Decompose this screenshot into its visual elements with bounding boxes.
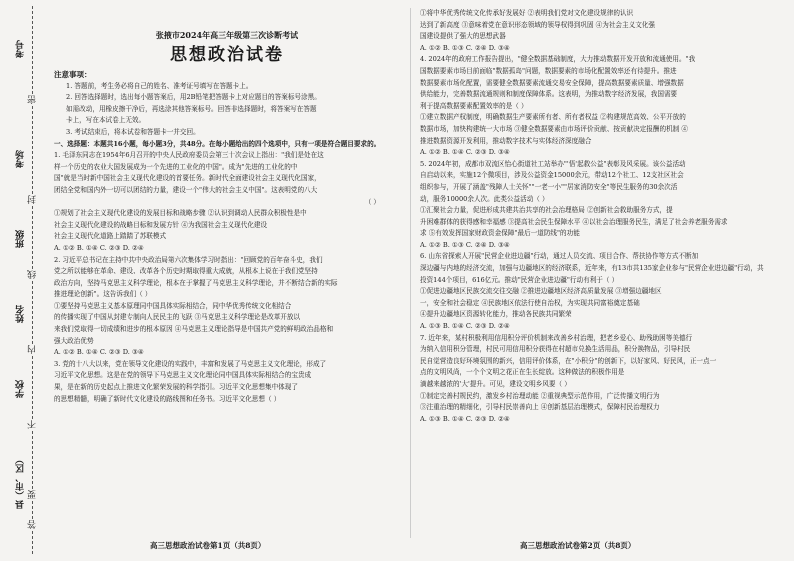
text-line: A. ①② B. ①③ C. ②④ D. ③④ [420,240,510,249]
text-line: 动，服务10000余人次。此类公益活动（ ） [420,194,549,203]
text-line: A. ①② B. ①④ C. ②③ D. ③④ [420,148,510,157]
notes-title: 注意事项： [54,70,92,79]
text-line: ①规划了社会主义现代化建设的发展目标和战略步骤 ②认识到调动人民群众积极性是中 [54,209,307,218]
right-questions [420,8,782,425]
text-line: ①汇聚社会力量，促进形成共建共治共享的社会治理格局 ②创新社会救助服务方式，提 [420,206,673,215]
notes-list [54,81,400,139]
left-page [54,8,400,538]
text-line: 团结全党和国内外一切可以团结的力量，建设一个"伟大的社会主义中国"。这表明党的八大 [54,185,318,194]
text-line: 求 ⑤有效发挥国家财政资金保障"最后一道防线"的功能 [420,229,580,238]
text-line: （ ） [364,197,380,206]
text-line: 国数据要素市场目前面临"数据孤岛"问题，数据要素的市场化配置效率还有待提升。推进 [420,66,677,75]
text-line: 升困难群体的获得感和幸福感 ③提高社会民生保障水平 ④以社会治理服务民生，满足了社会养老服务需求 [420,217,728,226]
text-line: 滴越来越浓的'大'提升。可见，建设文明乡风要（ ） [420,380,571,388]
text-line: 强大政治优势 [54,336,94,345]
seal-mark: 要 [28,490,38,499]
note-line: 3. 考试结束后，将本试卷和答题卡一并交回。 [66,127,200,136]
seal-line [32,6,33,554]
text-line: 利于提高数据要素配置效率的是（ ） [420,101,528,110]
text-line: A. ①③ B. ①④ C. ②③ D. ②④ [420,414,510,423]
seal-mark: 内 [28,345,38,354]
text-line: 国建设提供了强大的思想武器 [420,32,506,41]
text-line: 6. 山东省探索人开展"民营企业进边疆"行动，通过人员交流、项目合作、帮扶协作等方式不断加 [420,252,699,261]
page-footer-left: 高三思想政治试卷第1页（共8页） [150,541,266,550]
right-page [420,8,782,538]
text-line: 政治方向，坚持马克思主义科学理论，根本在于掌握了马克思主义科学理论，并不断结合新的实际 [54,278,338,287]
text-line: 民自觉营造良好环境氛围的新兴，信用评价体系，在"小积分"的创新下，以好家风、好民风，正一点一 [420,356,717,365]
seal-mark: 不 [28,420,38,429]
text-line: 为纳入信用积分管理，村民可用信用积分获得在村超市兑换生活用品，积分换物品，引导村民 [420,345,691,354]
text-line: 自启动以来，实施12个微项目，涉及公益资金15000余元，带动12个社工、12支社区社会 [420,171,684,180]
section-heading: 一、选择题：本题共16小题，每小题3分，共48分。在每小题给出的四个选项中，只有一项是符合题目要求的。 [54,139,381,148]
text-line: A. ①② B. ①④ C. ②③ D. ③④ [54,348,144,357]
text-line: ①将中华优秀传统文化传承好发展好 ②表明我们党对文化建设规律的认识 [420,9,634,17]
text-line: 5. 2024年初，成都市双流区怡心街道社工站举办"'悟'起救公益"表彰及风采展。该公益活动 [420,159,686,168]
text-line: 一，安全和社会稳定 ④民族地区依法行使自治权，为实现共同富裕奠定基础 [420,298,640,307]
binding-label: 班级 [16,230,26,248]
binding-label: 姓名 [16,305,26,323]
binding-label: 县（市、区） [16,455,26,509]
text-line: 推进数据资源开发利用，推动数字技术与实体经济深度融合 [420,136,592,145]
text-line: 7. 近年来，某村积极利用信用积分评价机制来改善乡村治理，把老乡爱心、助残助困等美德行 [420,333,693,342]
text-line: ④提升边疆地区资源转化能力，推动各民族共同繁荣 [420,310,572,319]
text-line: 样一个历史的农业大国发展成为一个先进的工业化的中国"。成为"先进的工业化的中 [54,162,298,171]
text-line: 深边疆与内地的经济交流，加强与边疆地区的经济联系，近年来，有13市共135家企业参与"民营企业进边疆"行动，共 [420,264,764,273]
text-line: ①建立数据产权制度，明确数据生产要素所有者、所有者权益 ②构建规范高效、公平开放的 [420,113,686,122]
text-line: ①要坚持马克思主义基本原理同中国具体实际相结合，同中华优秀传统文化相结合 [54,301,292,310]
text-line: 3. 党的十八大以来，党在领导文化建设的实践中，丰富和发展了马克思主义文化理论，形成了 [54,359,327,368]
note-line: 如需改动，用橡皮擦干净后，再选涂其他答案标号。回答非选择题时，将答案写在答题 [66,104,317,113]
text-line: 国"就是当时新中国社会主义现代化建设的首要任务。新时代全面建设社会主义现代化国家， [54,174,321,183]
text-line: 来我们党取得一切成绩和进步的根本原因 ④马克思主义理论指导是中国共产党的鲜明政治品格和 [54,325,334,334]
seal-mark: 线 [28,270,38,279]
text-line: ①促进边疆地区民族交流交往交融 ②推进边疆地区经济高质量发展 ③增强边疆地区 [420,287,662,296]
text-line: 社会主义现代化道路上踏踏了苏联模式 [54,232,167,241]
text-line: ③注重治理的精细化，引导村民崇善向上 ④创新基层治理模式，保障村民治理权力 [420,403,660,412]
page-divider [410,8,411,538]
text-line: ①制定完善村规民约，激发乡村治理动能 ②重视典型示范作用，广泛传播文明行为 [420,391,660,400]
text-line: 1. 毛泽东同志在1954年6月召开的中央人民政府委员会第三十次会议上指出："我们是处在这 [54,151,324,160]
text-line: 投资144个项目，616亿元。推动"民营企业进边疆"行动有利于（ ） [420,275,619,284]
exam-title: 张掖市2024年高三年级第三次诊断考试 [155,30,299,40]
text-line: A. ①② B. ①③ C. ②④ D. ③④ [420,43,510,52]
text-line: 的传播实现了中国从封建专制向人民民主的飞跃 ③马克思主义科学理论是改革开放以 [54,313,301,322]
seal-mark: 密 [28,95,38,104]
text-line: A. ①② B. ①④ C. ②③ D. ②④ [54,243,144,252]
text-line: 点的文明风尚，一个个文明之花正在生长绽放。这种做法的积极作用是 [420,368,625,377]
binding-label: 考场 [16,150,26,168]
text-line: 2. 习近平总书记在主持中共中央政治局第六次集体学习时指出："回顾党的百年奋斗史，我们 [54,255,323,264]
text-line: 党之所以能够在革命、建设、改革各个历史时期取得重大成就，从根本上说在于我们党坚持 [54,267,318,276]
binding-margin [0,0,52,561]
left-questions [54,150,400,405]
text-line: 达到了新高度 ③意味着党在意识形态领域的领导权得到巩固 ④为社会主义文化强 [420,20,655,29]
text-line: 社会主义现代化建设的战略目标和发展方针 ④为我国社会主义现代化建设 [54,220,268,229]
seal-mark: 封 [28,195,38,204]
text-line: 4. 2024年的政府工作报告提出，"健全数据基础制度，大力推动数据开发开放和流通使用。"我 [420,55,696,64]
text-line: A. ①③ B. ①④ C. ②③ D. ②④ [420,322,510,331]
note-line: 2. 回答选择题时，选出每小题答案后，用2B铅笔把答题卡上对应题目的答案标号涂黑。 [66,93,321,102]
subject-title: 思想政治试卷 [170,45,284,65]
text-line: 数据要素市场化配置，需要健全数据要素流通交易安全保障，提高数据要素质量、增强数据 [420,78,684,87]
page-footer-right: 高三思想政治试卷第2页（共8页） [520,541,636,550]
note-line: 1. 答题前，考生务必将自己的姓名、准考证号填写在答题卡上。 [66,81,253,90]
text-line: 供给能力，完善数据流通规则和制度保障体系。这表明，为推动数字经济发展，我国需要 [420,90,678,99]
binding-label: 考号 [16,40,26,58]
note-line: 卡上，写在本试卷上无效。 [66,116,146,125]
text-line: 习近平文化思想。这是在党的领导下马克思主义文化理论同中国具体实际相结合的宝贵成 [54,371,312,380]
seal-mark: 答 [28,520,38,529]
text-line: 推进理论创新"。这告诉我们（ ） [54,290,152,299]
text-line: 果，是在新的历史起点上推进文化繁荣发展的科学指引。习近平文化思想集中体现了 [54,383,298,392]
binding-label: 学校 [16,380,26,398]
text-line: 数据市场，加快构建统一大市场 ③健全数据要素由市场评价贡献、按贡献决定报酬的机制 ④ [420,124,688,133]
text-line: 组织参与，开展了涵盖"残障人士关怀""一老一小""居家消防安全"等民生服务的30余次活 [420,182,678,191]
text-line: 的思想精髓，明确了新时代文化建设的路线图和任务书。习近平文化思想（ ） [54,394,281,403]
